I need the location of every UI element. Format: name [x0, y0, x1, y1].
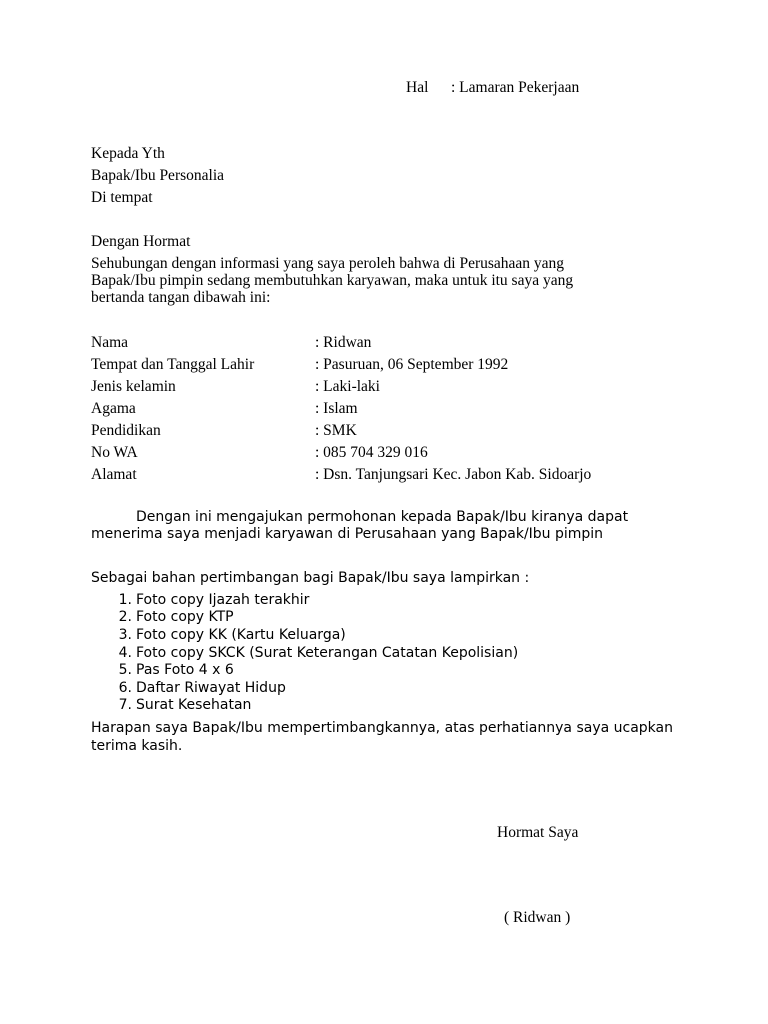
signoff: Hormat Saya: [497, 824, 579, 841]
signature-name: ( Ridwan ): [504, 909, 571, 926]
list-item: [0, 607, 768, 627]
list-item-number: 7.: [118, 697, 132, 713]
detail-value: : Laki-laki: [315, 378, 380, 395]
list-item-text: Pas Foto 4 x 6: [136, 662, 234, 678]
detail-label: Alamat: [91, 466, 137, 483]
detail-label: Jenis kelamin: [91, 378, 176, 395]
list-item-text: Foto copy Ijazah terakhir: [136, 592, 310, 608]
attachments-intro: Sebagai bahan pertimbangan bagi Bapak/Ibu saya lampirkan :: [91, 570, 530, 586]
closing-line: Harapan saya Bapak/Ibu mempertimbangkannya, atas perhatiannya saya ucapkan: [91, 720, 673, 736]
list-item: [0, 695, 768, 715]
list-item-number: 4.: [118, 645, 132, 661]
detail-value: : Islam: [315, 400, 358, 417]
list-item-number: 3.: [118, 627, 132, 643]
list-item-text: Foto copy KK (Kartu Keluarga): [136, 627, 346, 643]
detail-value: : Ridwan: [315, 334, 372, 351]
list-item-text: Daftar Riwayat Hidup: [136, 680, 286, 696]
detail-label: Nama: [91, 334, 129, 351]
intro-line: Bapak/Ibu pimpin sedang membutuhkan karyawan, maka untuk itu saya yang: [91, 272, 574, 289]
list-item-number: 2.: [118, 609, 132, 625]
request-line: menerima saya menjadi karyawan di Perusahaan yang Bapak/Ibu pimpin: [91, 526, 604, 542]
list-item-number: 6.: [118, 680, 132, 696]
list-item-number: 1.: [118, 592, 132, 608]
detail-label: No WA: [91, 444, 138, 461]
detail-value: : Pasuruan, 06 September 1992: [315, 356, 509, 373]
detail-label: Agama: [91, 400, 136, 417]
detail-value: : SMK: [315, 422, 357, 439]
subject-value: : Lamaran Pekerjaan: [451, 79, 580, 96]
detail-label: Pendidikan: [91, 422, 161, 439]
detail-value: : 085 704 329 016: [315, 444, 428, 461]
recipient-line: Bapak/Ibu Personalia: [91, 167, 225, 184]
list-item: [0, 660, 768, 680]
intro-line: Sehubungan dengan informasi yang saya peroleh bahwa di Perusahaan yang: [91, 255, 565, 272]
list-item-text: Foto copy KTP: [136, 609, 234, 625]
intro-line: bertanda tangan dibawah ini:: [91, 289, 271, 306]
detail-value: : Dsn. Tanjungsari Kec. Jabon Kab. Sidoarjo: [315, 466, 592, 483]
recipient-line: Di tempat: [91, 189, 153, 206]
request-line: Dengan ini mengajukan permohonan kepada Bapak/Ibu kiranya dapat: [136, 509, 629, 525]
recipient-line: Kepada Yth: [91, 145, 165, 162]
closing-line: terima kasih.: [91, 738, 183, 754]
detail-label: Tempat dan Tanggal Lahir: [91, 356, 255, 373]
list-item-text: Foto copy SKCK (Surat Keterangan Catatan Kepolisian): [136, 645, 519, 661]
list-item: [0, 625, 768, 645]
list-item-number: 5.: [118, 662, 132, 678]
greeting: Dengan Hormat: [91, 233, 191, 250]
list-item-text: Surat Kesehatan: [136, 697, 252, 713]
subject-label: Hal: [406, 79, 429, 96]
